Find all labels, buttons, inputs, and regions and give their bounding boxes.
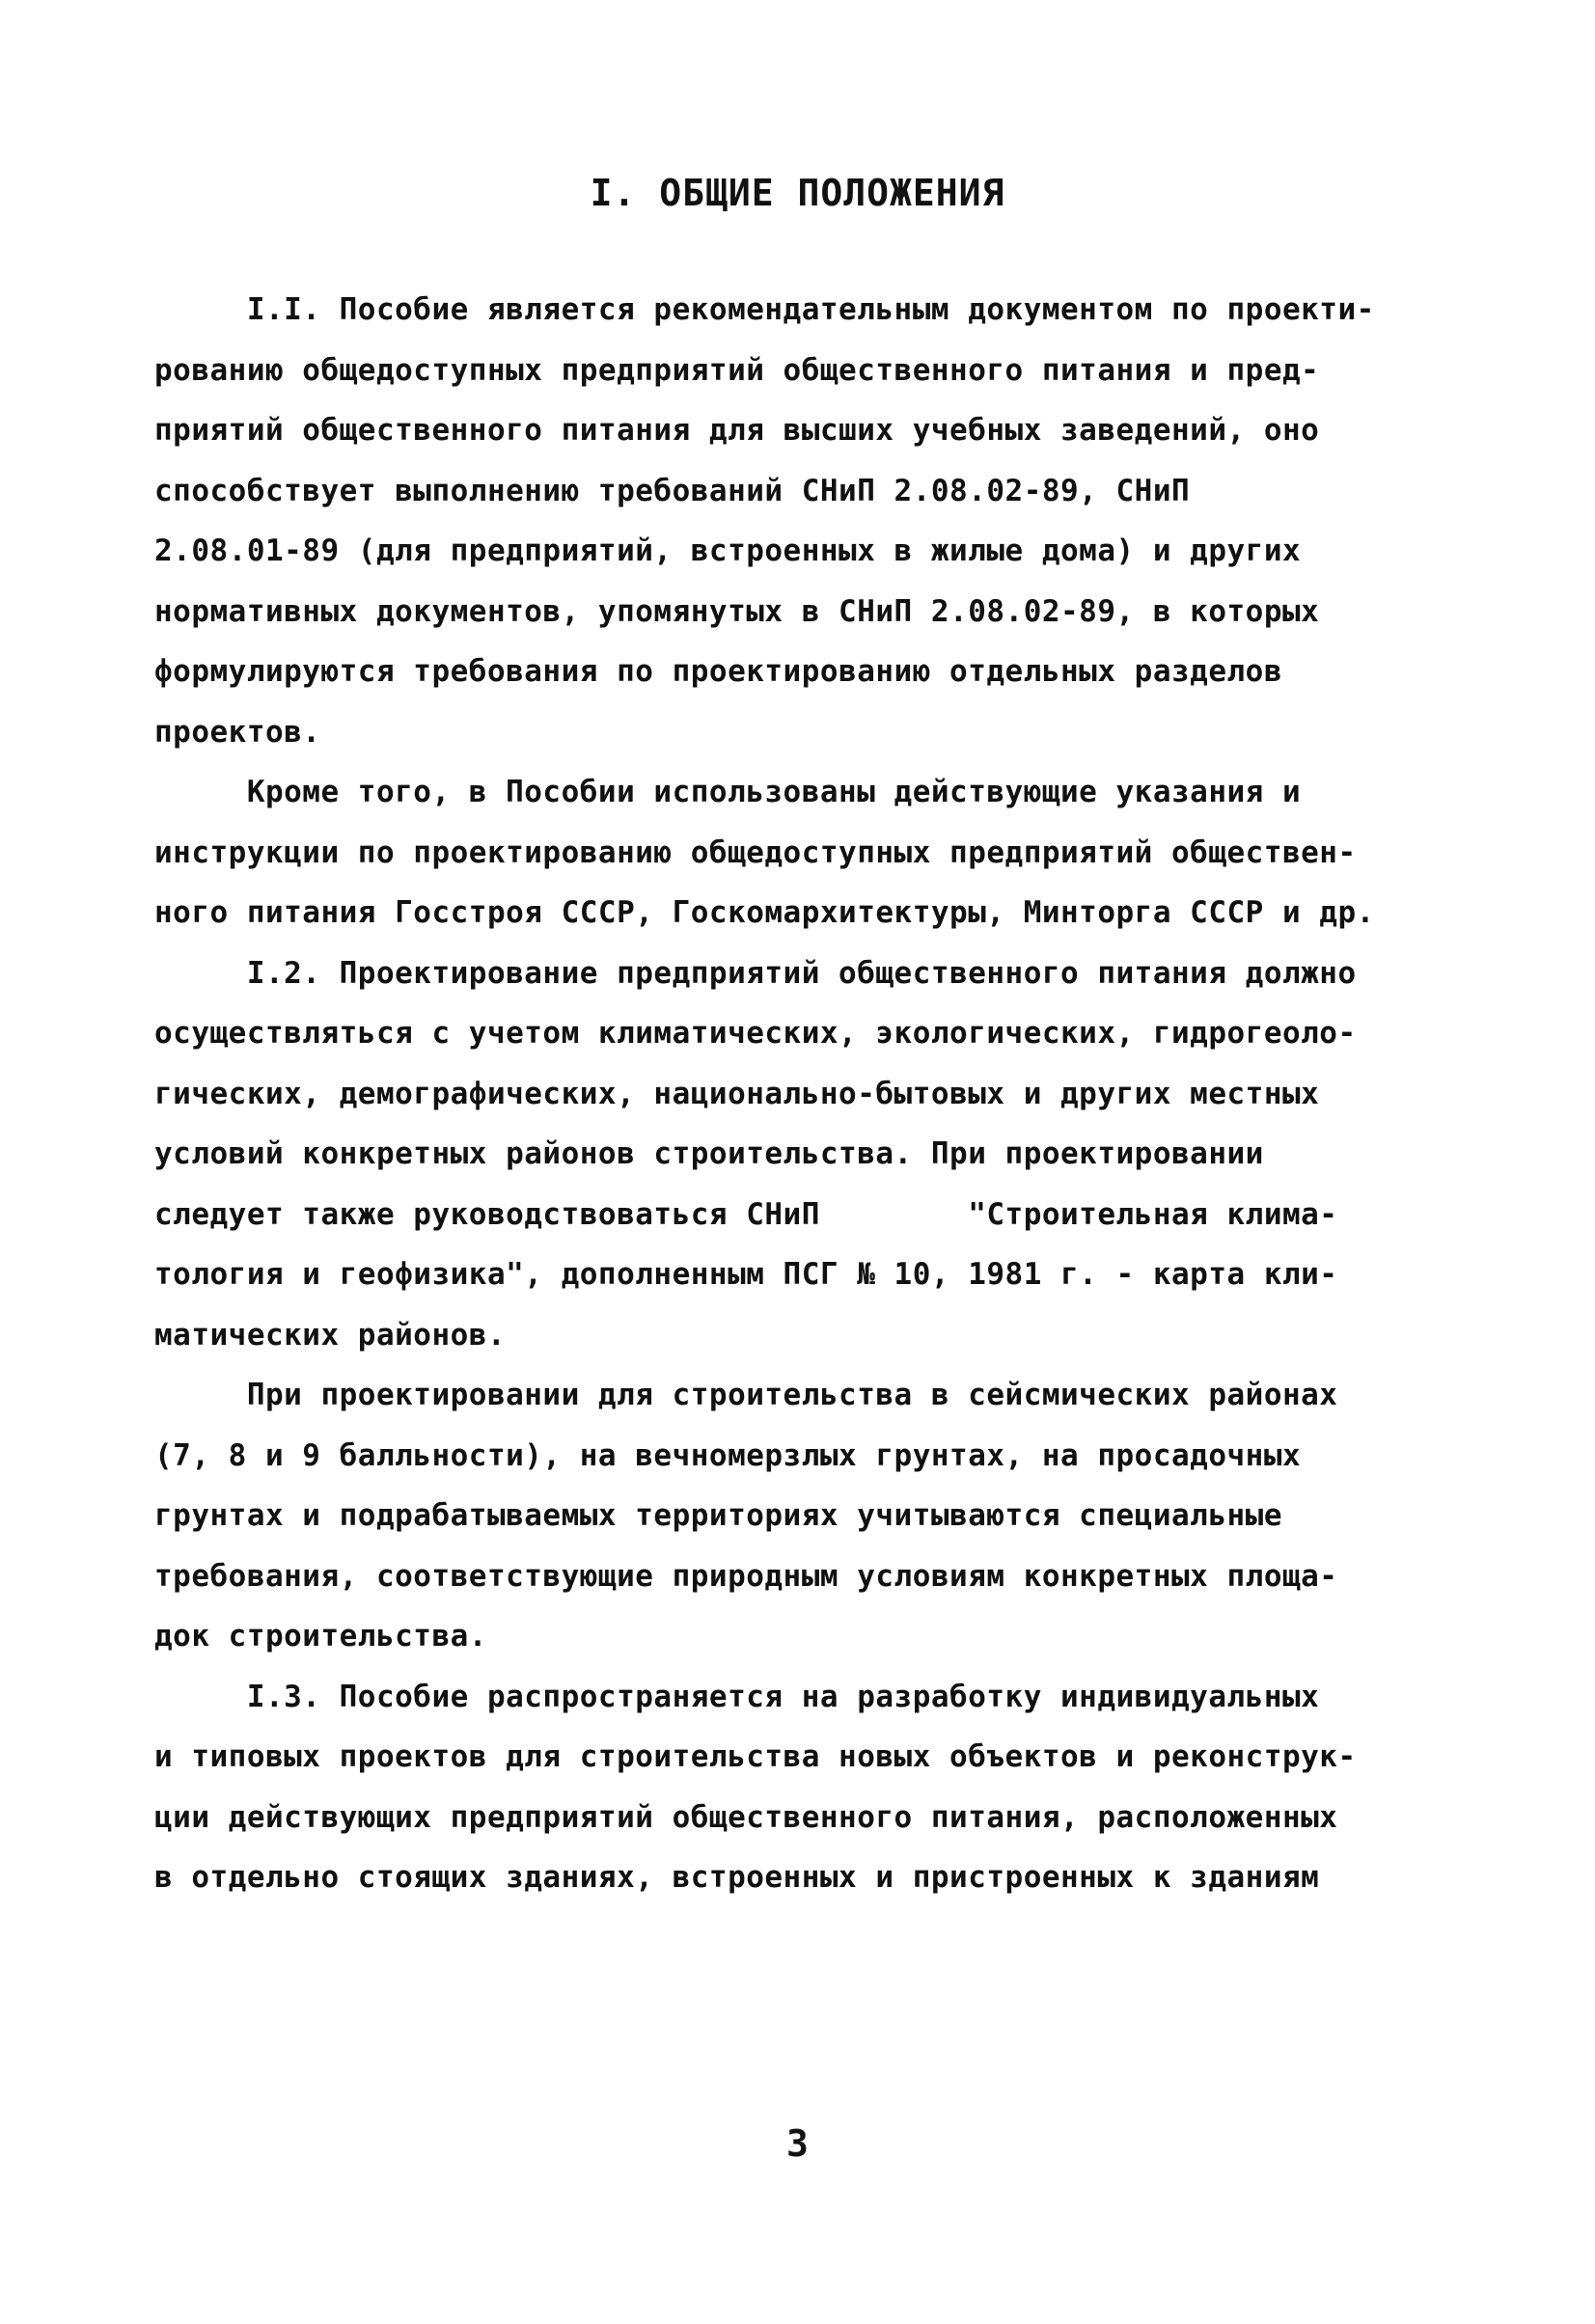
paragraph-1-2-continued: При проектировании для строительства в сейсмических районах (7, 8 и 9 балльности), на вечномерзлых грунтах, на просадочных грунтах и подрабатываемых территориях учитываются специальные требования, соответствующие природным условиям конкретных площа- док строительства. [154, 1378, 1338, 1654]
paragraph-1-1-continued: Кроме того, в Пособии использованы действующие указания и инструкции по проектированию общедоступных предприятий обществен- ного питания Госстроя СССР, Госкомархитектуры, Минторга СССР и др. [154, 775, 1375, 930]
body-text [154, 280, 1447, 1908]
page-number: 3 [786, 2122, 809, 2165]
paragraph-1-1: I.I. Пособие является рекомендательным документом по проекти- рованию общедоступных предприятий общественного питания и пред- приятий общественного питания для высших учебных заведений, оно способствует выполнению требований СНиП 2.08.02-89, СНиП 2.08.01-89 (для предприятий, встроенных в жилые дома) и других нормативных документов, упомянутых в СНиП 2.08.02-89, в которых формулируются требования по проектированию отдельных разделов проектов. [154, 292, 1375, 750]
section-heading: I. ОБЩИЕ ПОЛОЖЕНИЯ [590, 172, 1005, 214]
paragraph-1-2: I.2. Проектирование предприятий общественного питания должно осуществляться с учетом климатических, экологических, гидрогеоло- гических, демографических, национально-бытовых и других местных условий конкретных районов строительства. При проектировании следует также руководствоваться СНиП "Строительная клима- тология и геофизика", дополненным ПСГ № 10, 1981 г. - карта кли- матических районов. [154, 955, 1357, 1353]
paragraph-1-3: I.3. Пособие распространяется на разработку индивидуальных и типовых проектов для строительства новых объектов и реконструк- ции действующих предприятий общественного питания, расположенных в отдельно стоящих зданиях, встроенных и пристроенных к зданиям [154, 1679, 1357, 1895]
